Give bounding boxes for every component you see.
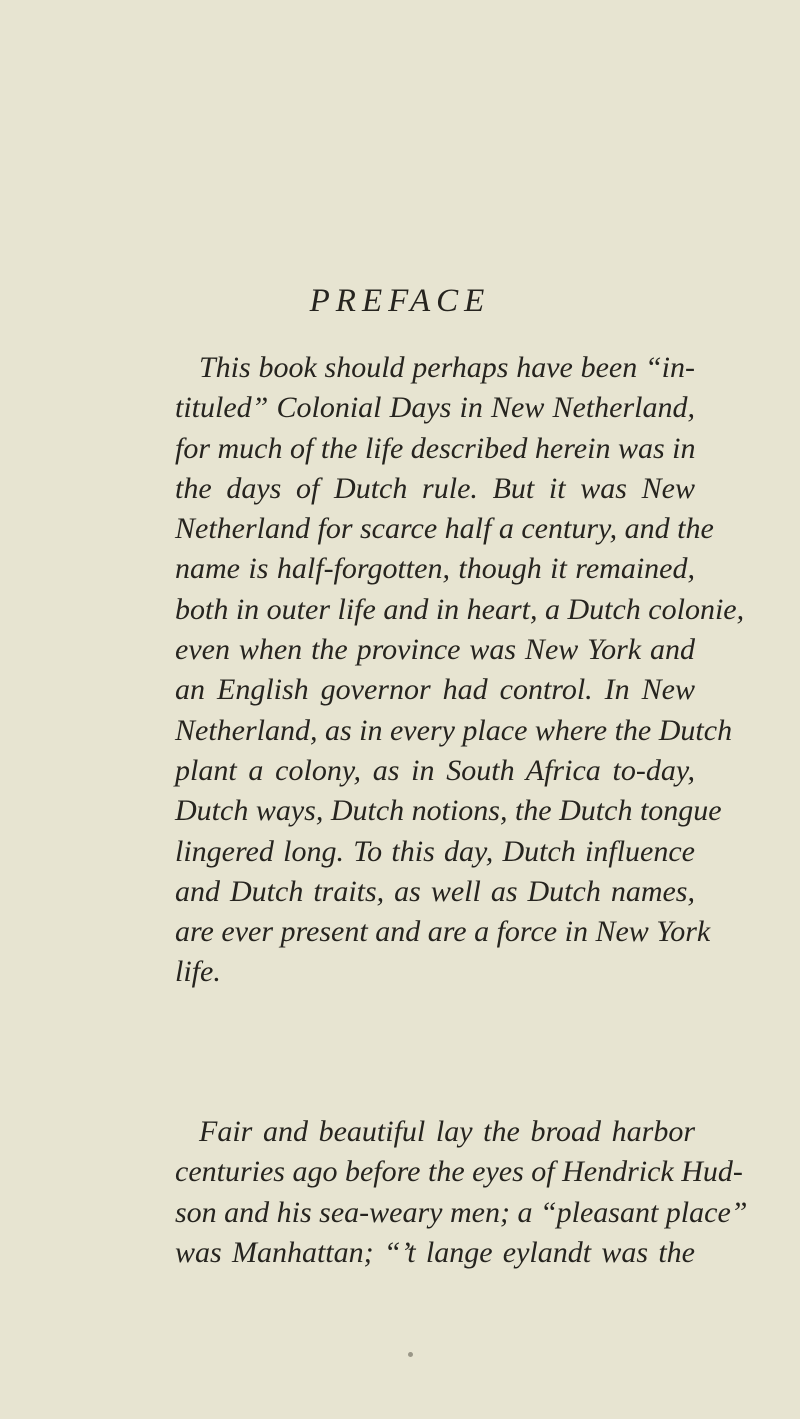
paragraph-1: [175, 348, 745, 993]
text-line: Netherland, as in every place where the Dutch: [175, 713, 733, 747]
text-line: for much of the life described herein was in: [175, 431, 696, 465]
text-line: both in outer life and in heart, a Dutch colonie,: [175, 592, 745, 626]
text-line: tituled” Colonial Days in New Netherland,: [175, 391, 695, 425]
text-line: Fair and beautiful lay the broad harbor: [199, 1115, 695, 1148]
text-line: even when the province was New York and: [175, 633, 695, 667]
text-line: are ever present and are a force in New York: [175, 915, 711, 949]
text-line: Netherland for scarce half a century, and the: [175, 512, 714, 546]
text-line: centuries ago before the eyes of Hendrick Hud-: [175, 1155, 743, 1189]
text-line: the days of Dutch rule. But it was New: [175, 471, 695, 505]
text-line: name is half-forgotten, though it remained,: [175, 552, 695, 586]
text-line: was Manhattan; “’t lange eylandt was the: [175, 1235, 695, 1269]
text-line: life.: [175, 955, 221, 989]
text-line: an English governor had control. In New: [175, 673, 695, 707]
text-line: Dutch ways, Dutch notions, the Dutch tongue: [175, 794, 722, 828]
page-title: PREFACE: [309, 283, 491, 319]
text-line: and Dutch traits, as well as Dutch names,: [175, 874, 695, 908]
text-line: plant a colony, as in South Africa to-day,: [175, 753, 695, 787]
text-line: This book should perhaps have been “in-: [199, 351, 695, 384]
text-line: lingered long. To this day, Dutch influence: [175, 834, 695, 868]
paper-speck: [408, 1352, 413, 1357]
text-line: son and his sea-weary men; a “pleasant place”: [175, 1195, 748, 1229]
paragraph-2: [175, 1112, 748, 1273]
